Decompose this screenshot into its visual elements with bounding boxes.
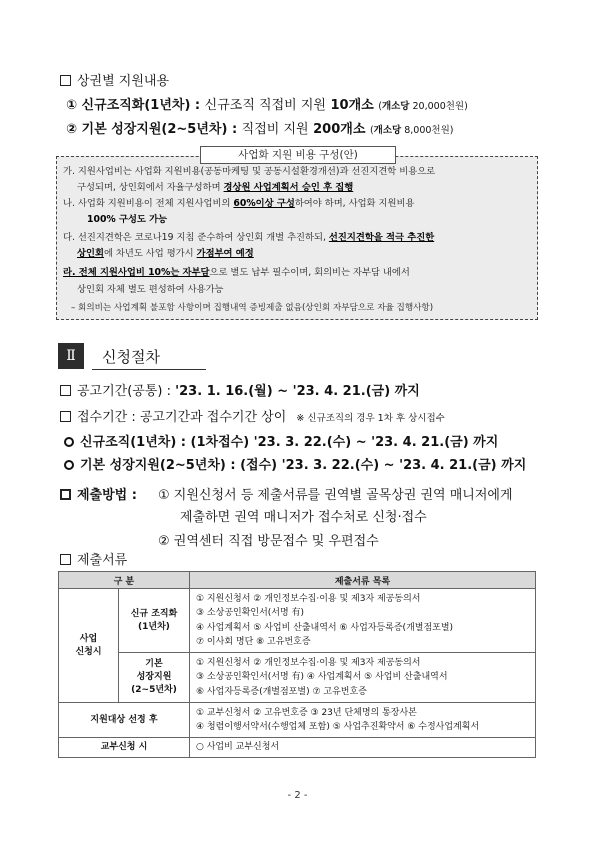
table-row xyxy=(59,703,536,738)
submit-method-label: 제출방법 : xyxy=(60,484,137,503)
receipt-growth: 기본 성장지원(2~5년차) : (접수) '23. 3. 22.(수) ~ '23. 4. 21.(금) 까지 xyxy=(64,454,526,473)
budget-line-ga-2: 구성되며, 상인회에서 자율구성하며 경상원 사업계획서 승인 후 집행 xyxy=(77,182,354,193)
budget-line-ga: 가. 지원사업비는 사업화 지원비용(공동마케팅 및 공동시설환경개선)과 선진지견학 비용으로 xyxy=(63,166,436,177)
grant-docs: ○ 사업비 교부신청서 xyxy=(190,738,536,758)
header-documents: 제출서류 목록 xyxy=(190,572,536,589)
growth-docs: ① 지원신청서 ② 개인정보수집·이용 및 제3자 제공동의서 ③ 소상공인확인서(서명 有) ④ 사업계획서 ⑤ 사업비 산출내역서 ⑥ 사업자등록증(개별점포별) ⑦ 고유번호증 xyxy=(190,653,536,703)
checkbox-square-icon xyxy=(60,385,71,396)
budget-note-meeting: – 회의비는 사업계획 불포함 사항이며 집행내역 증빙제출 없음(상인회 자부담으로 자율 집행사항) xyxy=(71,303,434,313)
checkbox-square-icon xyxy=(60,411,71,422)
support-heading xyxy=(60,70,169,89)
documents-table xyxy=(58,571,536,758)
category-new-org: 신규 조직화 (1년차) xyxy=(119,589,190,653)
budget-line-na: 나. 사업화 지원비용이 전체 지원사업비의 60%이상 구성하여야 하며, 사업화 지원비용 xyxy=(63,198,415,209)
docs-heading: 제출서류 xyxy=(60,549,127,568)
announce-period: 공고기간(공통) : '23. 1. 16.(월) ~ '23. 4. 21.(금) 까지 xyxy=(60,380,420,399)
budget-line-da: 다. 선진지견학은 코로나19 지침 준수하여 상인회 개별 추진하되, 선진지견학을 적극 추진한 xyxy=(63,232,435,243)
support-heading-text: 상권별 지원내용 xyxy=(77,74,170,89)
table-row xyxy=(59,738,536,758)
table-header-row xyxy=(59,572,536,589)
budget-line-ra: 라. 전체 지원사업비 10%는 자부담으로 별도 납부 필수이며, 회의비는 자부담 내에서 xyxy=(63,267,410,278)
budget-line-ra-2: 상인회 자체 별도 편성하여 사용가능 xyxy=(77,284,224,295)
page-number: - 2 - xyxy=(287,790,308,801)
checkbox-square-icon xyxy=(60,489,71,500)
category-grant: 교부신청 시 xyxy=(59,738,190,758)
submit-method-2: ② 권역센터 직접 방문접수 및 우편접수 xyxy=(158,534,379,549)
budget-line-da-2: 상인회에 차년도 사업 평가시 가점부여 예정 xyxy=(77,248,254,259)
budget-box xyxy=(56,156,538,320)
header-category: 구 분 xyxy=(59,572,190,589)
table-row xyxy=(59,589,536,653)
submit-method-1-cont: 제출하면 권역 매니저가 접수처로 신청·접수 xyxy=(180,510,427,525)
category-apply: 사업 신청시 xyxy=(59,589,119,703)
budget-line-na-2: 100% 구성도 가능 xyxy=(87,214,168,225)
circle-bullet-icon xyxy=(64,460,74,470)
receipt-new-org: 신규조직(1년차) : (1차접수) '23. 3. 22.(수) ~ '23. 4. 21.(금) 까지 xyxy=(64,431,498,450)
category-selected: 지원대상 선정 후 xyxy=(59,703,190,738)
table-row xyxy=(59,653,536,703)
budget-title: 사업화 지원 비용 구성(안) xyxy=(200,146,396,164)
receipt-period: 접수기간 : 공고기간과 접수기간 상이 ※ 신규조직의 경우 1차 후 상시접수 xyxy=(60,406,445,425)
section-title: 신청절차 xyxy=(102,348,160,366)
submit-method-1: ① 지원신청서 등 제출서류를 권역별 골목상권 권역 매니저에게 xyxy=(158,488,513,503)
circle-bullet-icon xyxy=(64,437,74,447)
new-org-docs: ① 지원신청서 ② 개인정보수집·이용 및 제3자 제공동의서 ③ 소상공인확인서(서명 有) ④ 사업계획서 ⑤ 사업비 산출내역서 ⑥ 사업자등록증(개별점포별) ⑦ 이사회 명단 ⑧ 고유번호증 xyxy=(190,589,536,653)
support-item-new-org: ① 신규조직화(1년차) : 신규조직 직접비 지원 10개소 (개소당 20,000천원) xyxy=(66,98,468,113)
checkbox-square-icon xyxy=(60,554,71,565)
selected-docs: ① 교부신청서 ② 고유번호증 ③ 23년 단체명의 통장사본 ④ 청렴이행서약서(수행업체 포함) ⑤ 사업추진확약서 ⑥ 수정사업계획서 xyxy=(190,703,536,738)
section-title-underline xyxy=(92,369,206,370)
support-item-growth: ② 기본 성장지원(2~5년차) : 직접비 지원 200개소 (개소당 8,000천원) xyxy=(66,122,454,137)
category-growth: 기본 성장지원 (2~5년차) xyxy=(119,653,190,703)
section-number-badge: Ⅱ xyxy=(58,343,84,369)
checkbox-square-icon xyxy=(60,75,71,86)
